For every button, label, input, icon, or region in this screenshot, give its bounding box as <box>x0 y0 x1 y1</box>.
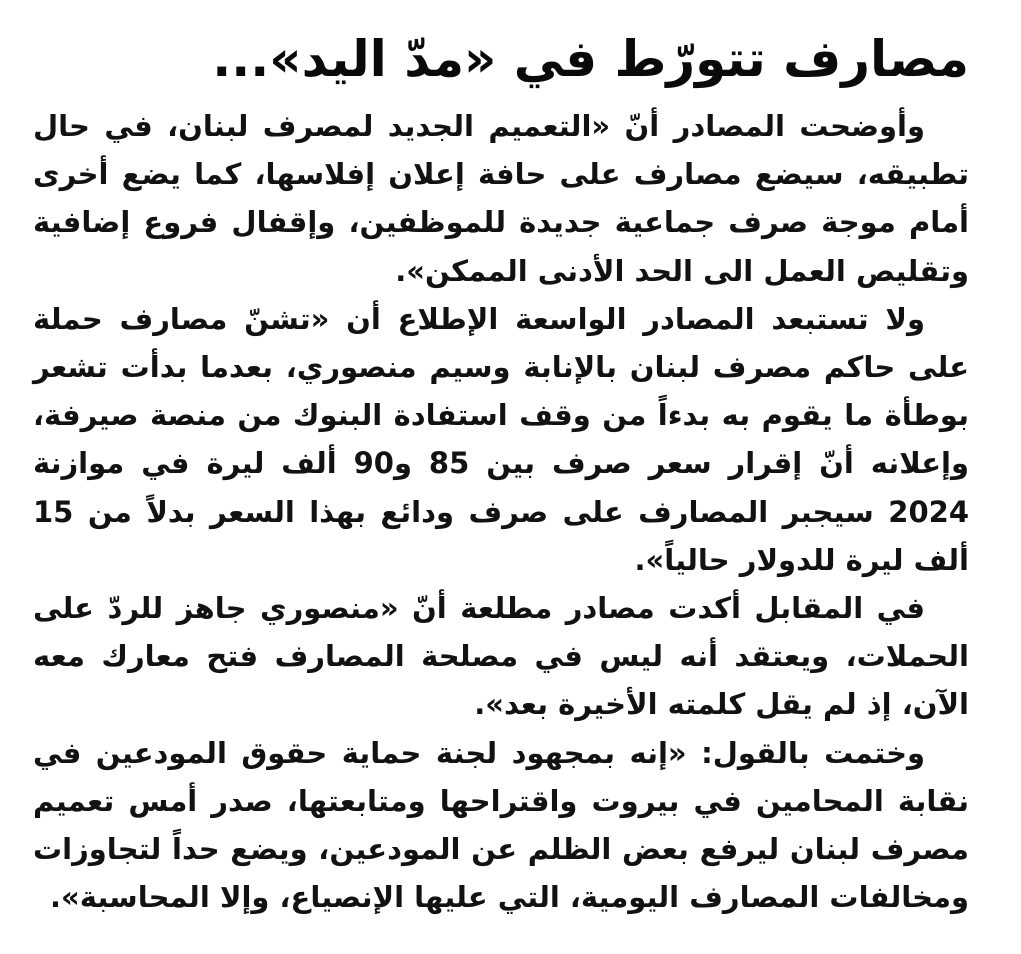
article-paragraph: وأوضحت المصادر أنّ «التعميم الجديد لمصرف لبنان، في حال تطبيقه، سيضع مصارف على حافة إعلان إفلاسها، كما يضع أخرى أمام موجة صرف جماعية جديدة للموظفين، وإقفال فروع إضافية وتقليص العمل الى الحد الأدنى الممكن». <box>33 109 969 288</box>
article-paragraph: ولا تستبعد المصادر الواسعة الإطلاع أن «تشنّ مصارف حملة على حاكم مصرف لبنان بالإنابة وسيم منصوري، بعدما بدأت تشعر بوطأة ما يقوم به بدءاً من وقف استفادة البنوك من منصة صيرفة، وإعلانه أنّ إقرار سعر صرف بين 85 و90 ألف ليرة في موازنة 2024 سيجبر المصارف على صرف ودائع بهذا السعر بدلاً من 15 ألف ليرة للدولار حالياً». <box>33 301 969 577</box>
article-paragraph: في المقابل أكدت مصادر مطلعة أنّ «منصوري جاهز للردّ على الحملات، ويعتقد أنه ليس في مصلحة المصارف فتح معارك معه الآن، إذ لم يقل كلمته الأخيرة بعد». <box>33 591 969 722</box>
news-article <box>33 22 969 921</box>
article-headline: مصارف تتورّط في «مدّ اليد»... <box>212 30 969 88</box>
article-paragraph: وختمت بالقول: «إنه بمجهود لجنة حماية حقوق المودعين في نقابة المحامين في بيروت واقتراحها ومتابعتها، صدر أمس تعميم مصرف لبنان ليرفع بعض الظلم عن المودعين، ويضع حداً لتجاوزات ومخالفات المصارف اليومية، التي عليها الإنصياع، وإلا المحاسبة». <box>33 735 969 915</box>
